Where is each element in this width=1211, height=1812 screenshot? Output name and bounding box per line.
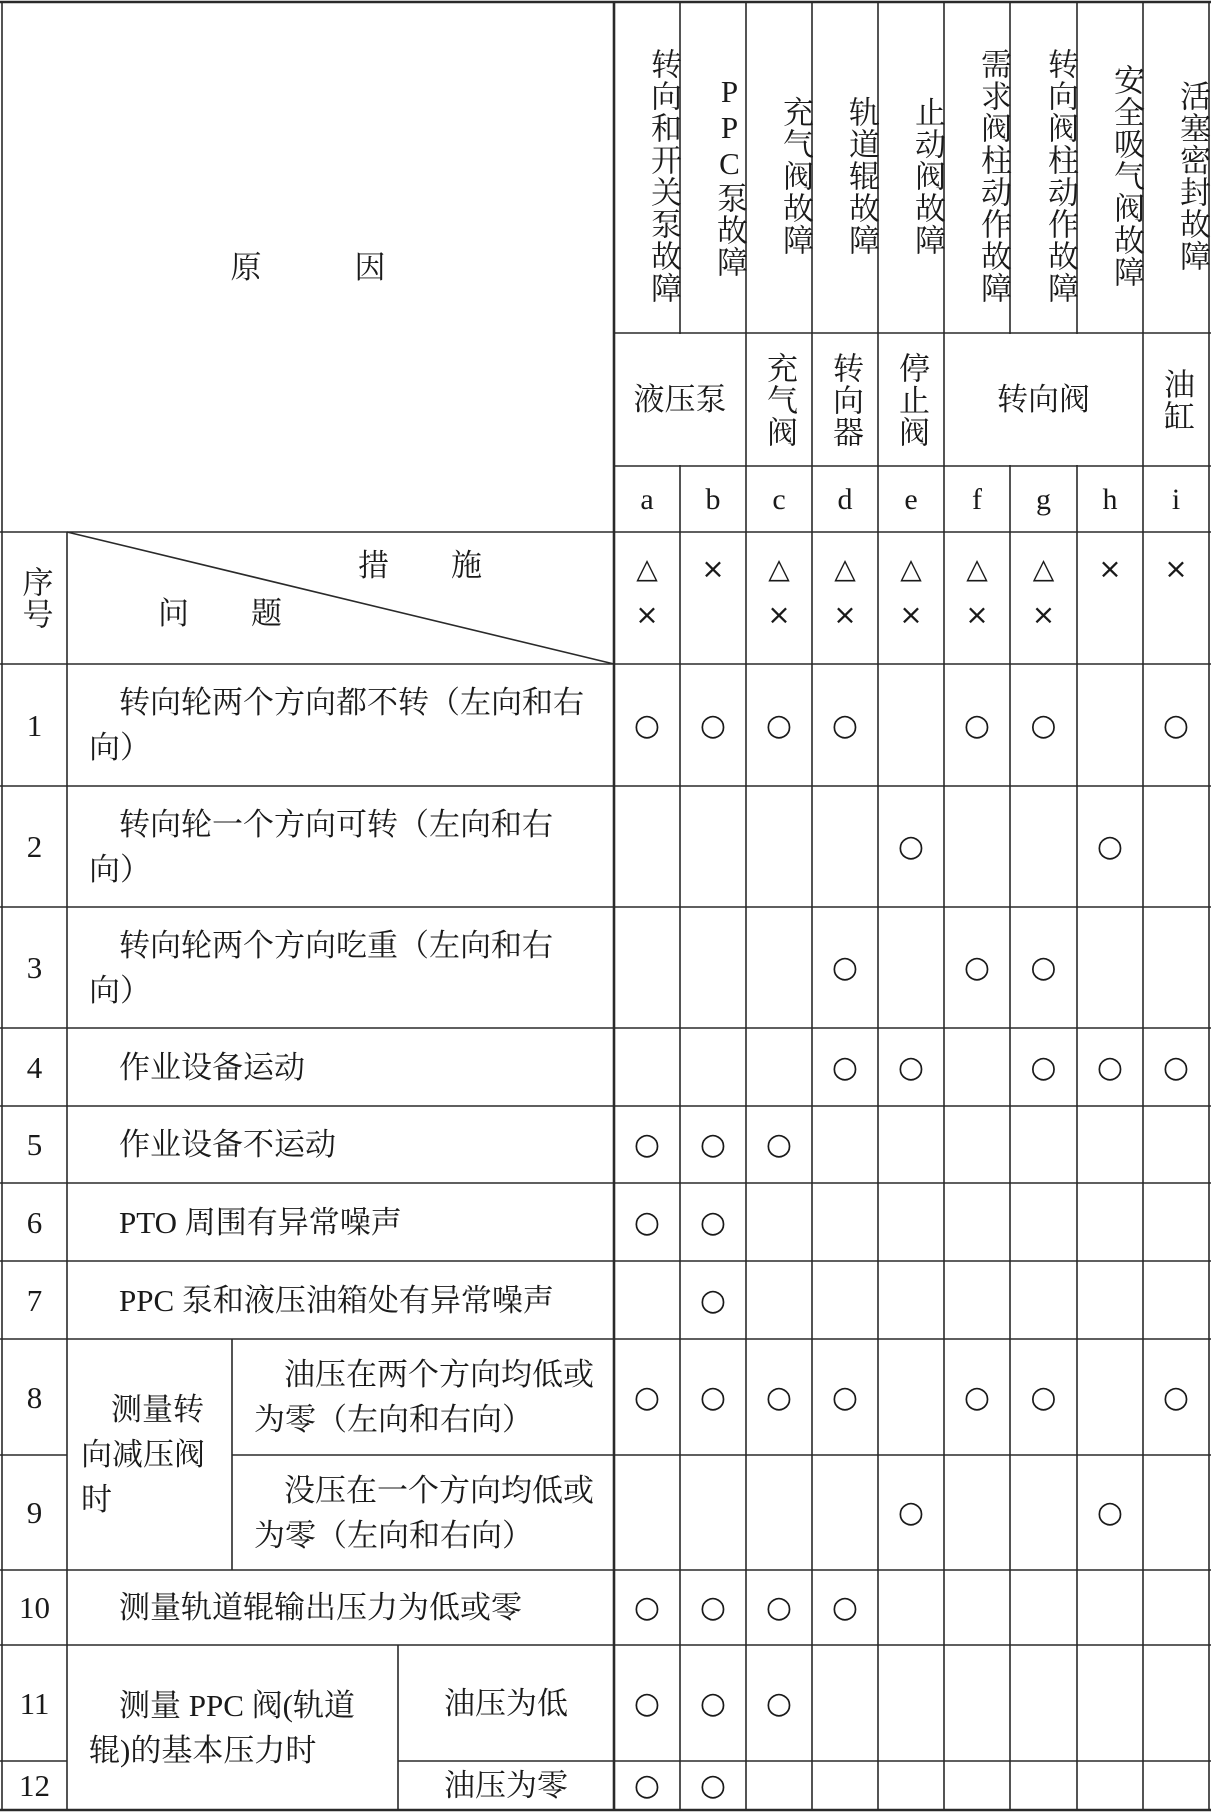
component-fgh: 转向阀 <box>997 382 1090 417</box>
mark-circle-c: ○ <box>765 1685 793 1721</box>
measure-symbol-g: × <box>1031 597 1056 631</box>
mark-circle-f: ○ <box>963 1379 991 1415</box>
fault-letter-g: g <box>1036 482 1051 516</box>
fault-letter-c: c <box>772 482 786 516</box>
mark-circle-e: ○ <box>897 1495 925 1530</box>
mark-circle-h: ○ <box>1096 829 1124 864</box>
row-problem: PPC 泵和液压油箱处有异常噪声 <box>119 1282 554 1318</box>
component-c: 充气阀 <box>762 351 797 448</box>
fault-name-d: 轨道辊故障 <box>844 95 879 256</box>
measure-symbol-i: × <box>1164 551 1188 585</box>
fault-letter-i: i <box>1171 482 1181 516</box>
mark-circle-c: ○ <box>765 1127 793 1162</box>
row-number: 9 <box>26 1495 43 1530</box>
mark-circle-g: ○ <box>1030 1379 1057 1415</box>
row-problem: PTO 周围有异常噪声 <box>119 1204 402 1240</box>
mark-circle-d: ○ <box>831 1049 859 1085</box>
row-number: 7 <box>26 1282 43 1318</box>
mark-circle-d: ○ <box>831 1590 859 1625</box>
row-number: 5 <box>26 1127 43 1162</box>
row-problem: 油压为零 <box>444 1768 568 1803</box>
mark-circle-b: ○ <box>699 1379 727 1415</box>
mark-circle-f: ○ <box>963 707 991 743</box>
mark-circle-b: ○ <box>699 1127 727 1162</box>
row-number: 6 <box>26 1204 43 1240</box>
measure-symbol-c: × <box>767 597 791 631</box>
fault-letter-b: b <box>705 482 721 516</box>
row-number: 8 <box>26 1379 43 1415</box>
fault-name-b: PPC泵故障 <box>712 73 747 278</box>
mark-circle-f: ○ <box>963 950 991 985</box>
mark-circle-e: ○ <box>897 1049 925 1085</box>
row-problem: 作业设备不运动 <box>119 1127 336 1162</box>
measure-symbol-h: × <box>1098 551 1122 585</box>
measure-symbol-a: × <box>635 597 659 631</box>
row-number: 4 <box>26 1049 43 1085</box>
fault-name-f: 需求阀柱动作故障 <box>976 47 1011 304</box>
mark-circle-a: ○ <box>633 707 661 743</box>
fault-letter-h: h <box>1102 482 1118 516</box>
row-problem: 油压在两个方向均低或为零（左向和右向） <box>254 1357 594 1437</box>
row-number: 2 <box>26 829 43 864</box>
mark-circle-d: ○ <box>831 950 859 985</box>
mark-circle-g: ○ <box>1030 950 1057 985</box>
row-problem: 转向轮两个方向都不转（左向和右向） <box>89 685 584 765</box>
mark-circle-b: ○ <box>699 1768 727 1803</box>
mark-circle-a: ○ <box>633 1768 661 1803</box>
mark-circle-c: ○ <box>765 1590 793 1625</box>
mark-circle-i: ○ <box>1162 1379 1190 1415</box>
mark-circle-g: ○ <box>1030 707 1057 743</box>
mark-circle-b: ○ <box>699 1282 727 1318</box>
mark-circle-e: ○ <box>897 829 925 864</box>
row-number: 12 <box>19 1768 50 1803</box>
row-number: 10 <box>19 1590 50 1625</box>
fault-letter-a: a <box>640 482 654 516</box>
mark-circle-c: ○ <box>765 1379 793 1415</box>
mark-circle-b: ○ <box>699 1590 727 1625</box>
mark-circle-a: ○ <box>633 1685 661 1721</box>
fault-name-e: 止动阀故障 <box>910 95 945 256</box>
component-e: 停止阀 <box>894 351 929 448</box>
mark-circle-d: ○ <box>831 707 859 743</box>
row-problem: 转向轮两个方向吃重（左向和右向） <box>89 927 553 1008</box>
fault-name-c: 充气阀故障 <box>778 95 813 256</box>
mark-circle-a: ○ <box>633 1379 661 1415</box>
mark-circle-b: ○ <box>699 1204 727 1240</box>
row-problem: 没压在一个方向均低或为零（左向和右向） <box>254 1472 594 1553</box>
row-number: 11 <box>19 1685 50 1721</box>
mark-circle-i: ○ <box>1162 1049 1190 1085</box>
mark-circle-a: ○ <box>633 1204 661 1240</box>
fault-name-h: 安全吸气阀故障 <box>1109 63 1144 288</box>
measure-header: 措 施 <box>358 547 482 583</box>
fault-name-g: 转向阀柱动作故障 <box>1043 47 1078 304</box>
mark-circle-i: ○ <box>1162 707 1190 743</box>
measure-symbol-b: × <box>701 551 725 585</box>
mark-circle-b: ○ <box>699 1685 727 1721</box>
component-ab: 液压泵 <box>633 382 727 417</box>
component-i: 油缸 <box>1159 367 1194 432</box>
row-problem: 作业设备运动 <box>119 1049 305 1085</box>
fault-letter-e: e <box>904 482 918 516</box>
row-problem: 测量轨道辊输出压力为低或零 <box>119 1590 522 1625</box>
fault-letter-d: d <box>837 482 853 516</box>
measure-symbol-f: △ <box>966 551 988 585</box>
row-number: 3 <box>26 950 43 985</box>
measure-symbol-c: △ <box>768 551 790 585</box>
cause-header: 原 因 <box>230 249 386 285</box>
mark-circle-d: ○ <box>831 1379 859 1415</box>
fault-name-a: 转向和开关泵故障 <box>646 47 681 304</box>
mark-circle-h: ○ <box>1096 1495 1124 1530</box>
mark-circle-g: ○ <box>1030 1049 1057 1085</box>
row-problem: 油压为低 <box>444 1685 568 1721</box>
measure-symbol-e: × <box>899 597 923 631</box>
problem-header: 问 题 <box>158 595 282 631</box>
mark-circle-h: ○ <box>1096 1049 1124 1085</box>
measure-symbol-f: × <box>965 597 989 631</box>
mark-circle-b: ○ <box>699 707 727 743</box>
component-d: 转向器 <box>828 351 863 448</box>
mark-circle-c: ○ <box>765 707 793 743</box>
measure-symbol-d: × <box>833 597 857 631</box>
mark-circle-a: ○ <box>633 1590 661 1625</box>
measure-symbol-d: △ <box>834 551 856 585</box>
measure-symbol-g: △ <box>1032 551 1055 585</box>
measure-symbol-a: △ <box>636 551 658 585</box>
mark-circle-a: ○ <box>633 1127 661 1162</box>
fault-name-i: 活塞密封故障 <box>1175 79 1210 272</box>
seq-header: 序号 <box>17 566 53 630</box>
row-group-label: 测量转向减压阀时 <box>81 1392 205 1517</box>
fault-letter-f: f <box>972 482 982 516</box>
measure-symbol-e: △ <box>900 551 922 585</box>
row-problem: 转向轮一个方向可转（左向和右向） <box>89 806 553 887</box>
row-group-label: 测量 PPC 阀(轨道辊)的基本压力时 <box>89 1687 355 1768</box>
row-number: 1 <box>26 707 43 743</box>
